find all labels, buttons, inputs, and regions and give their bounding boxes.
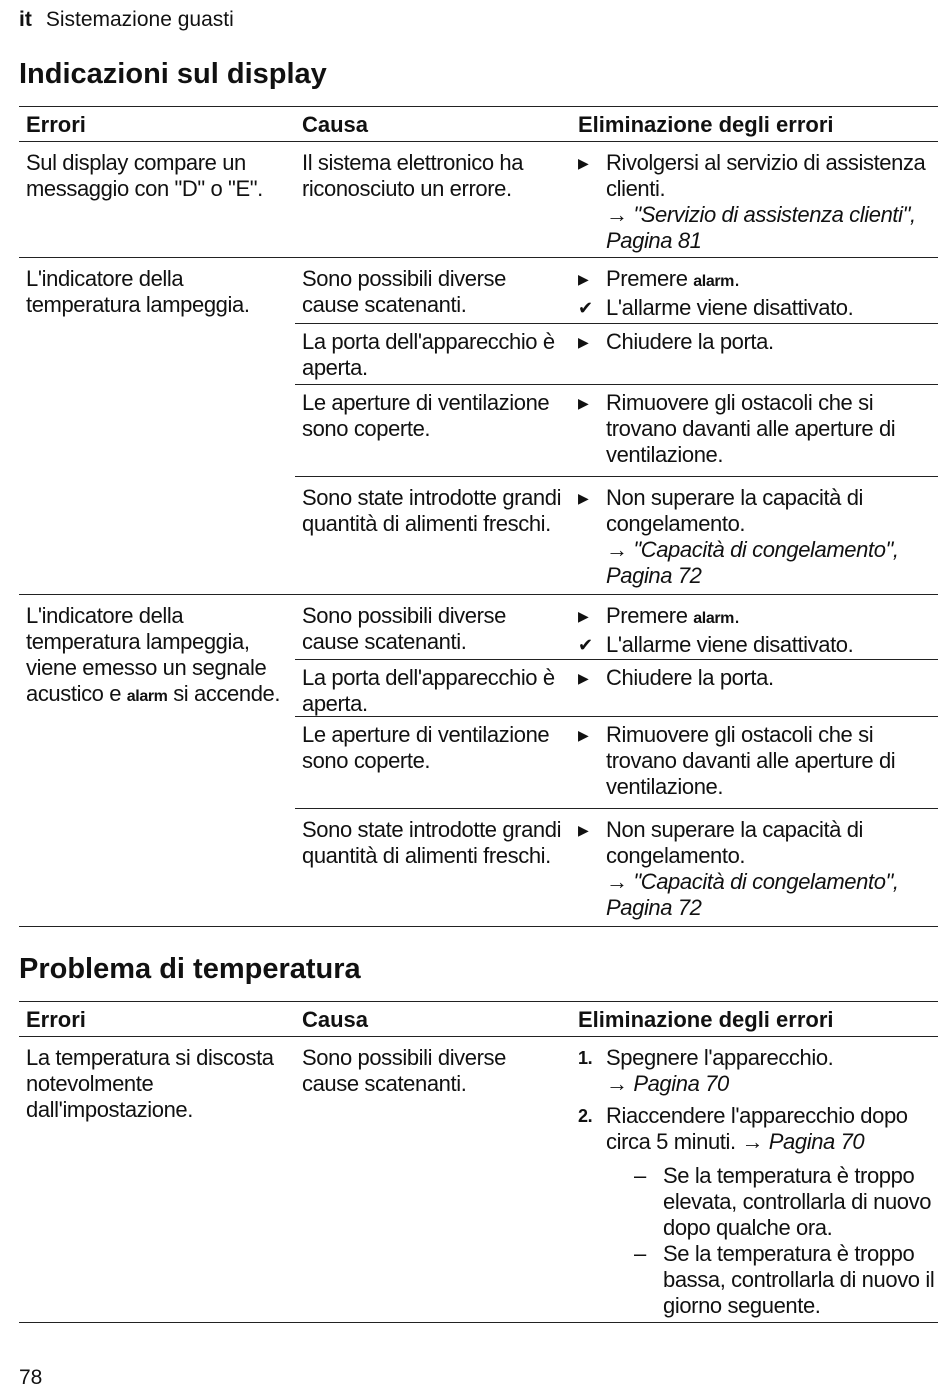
check-icon: ✔: [578, 298, 593, 318]
cause-text: Le aperture di ventilazione sono coperte.: [302, 722, 550, 773]
bullet-icon: ▶: [578, 670, 589, 686]
cause-text: Sono possibili diverse cause scatenanti.: [302, 266, 506, 317]
table-bottom-rule: [19, 926, 938, 927]
table-bottom-rule: [19, 1322, 938, 1323]
cause-text: Sono possibili diverse cause scatenanti.: [302, 1045, 506, 1096]
bullet-icon: ▶: [578, 608, 589, 624]
bullet-icon: ▶: [578, 271, 589, 287]
arrow-icon: →: [606, 202, 628, 227]
error-text: [19, 595, 295, 926]
check-icon: ✔: [578, 635, 593, 655]
result-text: L'allarme viene disattivato.: [606, 632, 854, 657]
cause-text: La porta dell'apparecchio è aperta.: [302, 665, 555, 716]
cause-text: Sono state introdotte grandi quantità di alimenti freschi.: [302, 485, 562, 536]
action-text: Premere: [606, 266, 688, 291]
arrow-icon: →: [606, 1071, 628, 1096]
cause-text: Sono possibili diverse cause scatenanti.: [302, 603, 506, 654]
cause-text: Sono state introdotte grandi quantità di alimenti freschi.: [302, 817, 562, 868]
alarm-key: alarm: [693, 610, 734, 627]
temperature-table: [19, 1001, 938, 1323]
table-header: [19, 106, 938, 141]
cause-text: Le aperture di ventilazione sono coperte.: [302, 390, 550, 441]
result-text: L'allarme viene disattivato.: [606, 295, 854, 320]
action-text: Rimuovere gli ostacoli che si trovano davanti alle aperture di ventilazione.: [606, 390, 896, 467]
action-text: Rimuovere gli ostacoli che si trovano davanti alle aperture di ventilazione.: [606, 722, 896, 799]
table-row: [19, 141, 938, 257]
dash-marker: –: [634, 1241, 646, 1266]
arrow-icon: →: [606, 537, 628, 562]
action-text: Non superare la capacità di congelamento.: [606, 817, 864, 868]
punct: .: [733, 266, 740, 291]
page-header: [19, 8, 234, 32]
step-number: 2.: [578, 1106, 593, 1126]
error-text-part: L'indicatore della temperatura lampeggia, viene emesso un segnale acustico e: [26, 603, 267, 706]
sub-item-text: Se la temperatura è troppo elevata, controllarla di nuovo dopo qualche ora.: [663, 1163, 932, 1240]
error-text: Sul display compare un messaggio con "D" o "E".: [26, 150, 263, 201]
step-number: 1.: [578, 1048, 593, 1068]
table-row: [19, 257, 938, 594]
arrow-icon: →: [606, 869, 628, 894]
col-cause: Causa: [302, 112, 369, 137]
bullet-icon: ▶: [578, 822, 589, 838]
col-errors: Errori: [26, 112, 86, 137]
alarm-key: alarm: [126, 688, 168, 705]
step-text: Riaccendere l'apparecchio dopo circa 5 minuti.: [606, 1103, 908, 1154]
error-text-part: si accende.: [173, 681, 281, 706]
section-name: Sistemazione guasti: [45, 8, 234, 31]
table-row: [19, 594, 938, 926]
cause-text: La porta dell'apparecchio è aperta.: [302, 329, 555, 380]
col-errors: Errori: [26, 1007, 86, 1032]
reference-link[interactable]: Pagina 70: [768, 1129, 865, 1154]
action-text: Chiudere la porta.: [606, 329, 774, 354]
action-text: Chiudere la porta.: [606, 665, 774, 690]
bullet-icon: ▶: [578, 334, 589, 350]
col-solution: Eliminazione degli errori: [578, 1007, 834, 1032]
sub-item-text: Se la temperatura è troppo bassa, controllarla di nuovo il giorno seguente.: [663, 1241, 935, 1318]
section-title-display: Indicazioni sul display: [19, 58, 327, 90]
bullet-icon: ▶: [578, 490, 589, 506]
reference-link[interactable]: "Servizio di assistenza clienti", Pagina 81: [606, 202, 916, 253]
step-text: Spegnere l'apparecchio.: [606, 1045, 834, 1070]
error-text: L'indicatore della temperatura lampeggia.: [26, 266, 250, 317]
page-number: 78: [19, 1366, 43, 1389]
col-solution: Eliminazione degli errori: [578, 112, 834, 137]
language-tag: it: [19, 8, 32, 31]
col-cause: Causa: [302, 1007, 369, 1032]
display-table: [19, 106, 938, 927]
table-header: [19, 1001, 938, 1036]
action-text: Rivolgersi al servizio di assistenza clienti.: [606, 150, 926, 201]
reference-link[interactable]: "Capacità di congelamento", Pagina 72: [606, 537, 899, 588]
alarm-key: alarm: [693, 273, 734, 290]
reference-link[interactable]: "Capacità di congelamento", Pagina 72: [606, 869, 899, 920]
bullet-icon: ▶: [578, 395, 589, 411]
punct: .: [733, 603, 740, 628]
error-text: La temperatura si discosta notevolmente dall'impostazione.: [26, 1045, 274, 1122]
section-title-temperature: Problema di temperatura: [19, 953, 361, 985]
action-text: Non superare la capacità di congelamento.: [606, 485, 864, 536]
action-text: Premere: [606, 603, 688, 628]
table-row: [19, 1036, 938, 1322]
bullet-icon: ▶: [578, 727, 589, 743]
arrow-icon: →: [741, 1129, 764, 1154]
dash-marker: –: [634, 1163, 646, 1188]
cause-text: Il sistema elettronico ha riconosciuto un errore.: [302, 150, 524, 201]
bullet-icon: ▶: [578, 155, 589, 171]
reference-link[interactable]: Pagina 70: [633, 1071, 729, 1096]
